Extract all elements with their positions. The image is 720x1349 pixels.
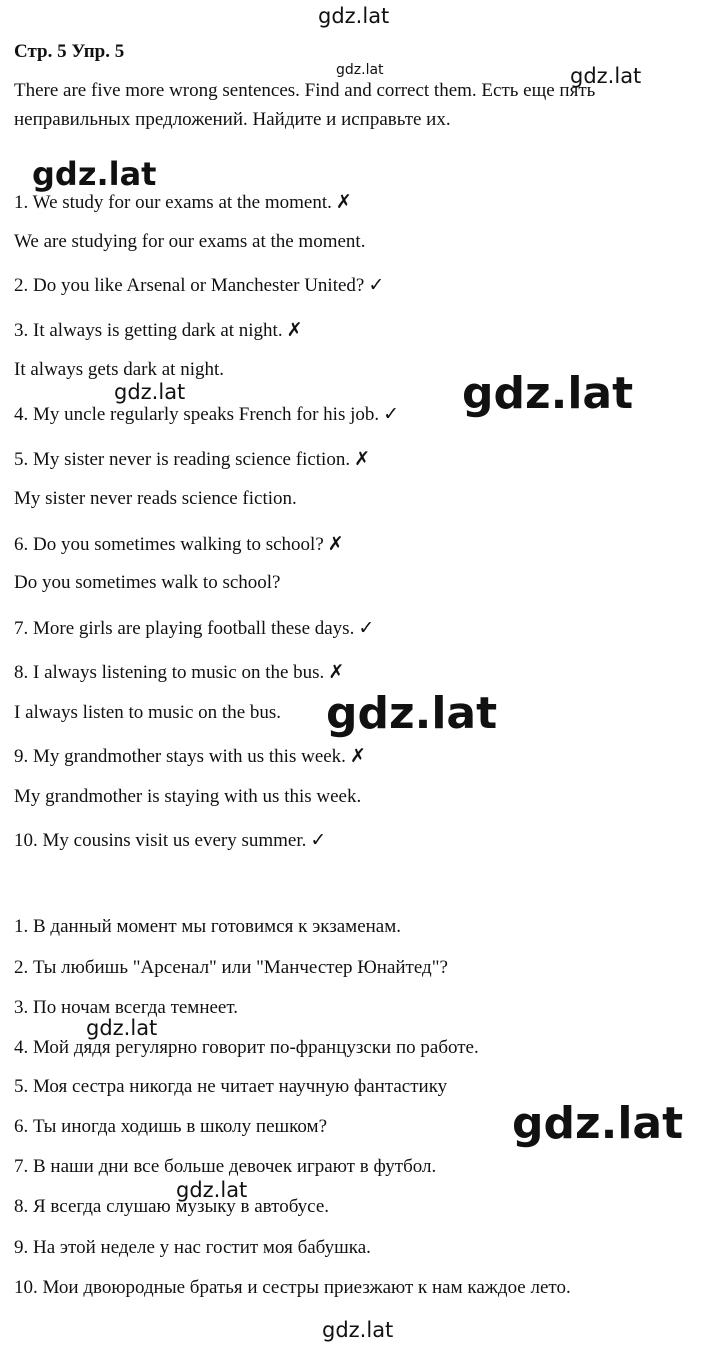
page-title: Стр. 5 Упр. 5 [14, 41, 125, 62]
check-icon: ✓ [383, 403, 400, 425]
watermark: gdz.lat [326, 688, 498, 739]
sentence-3: 3. It always is getting dark at night. ✗ [14, 319, 303, 341]
correction-6: Do you sometimes walk to school? [14, 572, 281, 593]
watermark: gdz.lat [462, 368, 634, 419]
translation-9: 9. На этой неделе у нас гостит моя бабушка. [14, 1237, 371, 1258]
cross-icon: ✗ [349, 745, 366, 767]
cross-icon: ✗ [354, 448, 371, 470]
check-icon: ✓ [368, 274, 385, 296]
watermark: gdz.lat [318, 4, 390, 28]
sentence-9: 9. My grandmother stays with us this week. ✗ [14, 745, 366, 767]
correction-3: It always gets dark at night. [14, 359, 225, 380]
correction-8: I always listen to music on the bus. [14, 702, 282, 723]
watermark: gdz.lat [336, 62, 384, 78]
sentence-10: 10. My cousins visit us every summer. ✓ [14, 829, 327, 851]
watermark: gdz.lat [322, 1318, 394, 1342]
correction-5: My sister never reads science fiction. [14, 488, 297, 509]
sentence-2: 2. Do you like Arsenal or Manchester United? ✓ [14, 274, 385, 296]
check-icon: ✓ [310, 829, 327, 851]
check-icon: ✓ [358, 617, 375, 639]
sentence-6: 6. Do you sometimes walking to school? ✗ [14, 533, 344, 555]
translation-2: 2. Ты любишь "Арсенал" или "Манчестер Юнайтед"? [14, 957, 448, 978]
cross-icon: ✗ [327, 533, 344, 555]
translation-5: 5. Моя сестра никогда не читает научную фантастику [14, 1076, 448, 1097]
task-text-line2: неправильных предложений. Найдите и исправьте их. [14, 109, 451, 130]
cross-icon: ✗ [328, 661, 345, 683]
translation-1: 1. В данный момент мы готовимся к экзаменам. [14, 916, 402, 937]
task-text-line1: There are five more wrong sentences. Find and correct them. Есть еще пять [14, 80, 596, 101]
cross-icon: ✗ [335, 191, 352, 213]
watermark: gdz.lat [114, 380, 186, 404]
watermark: gdz.lat [32, 155, 157, 193]
sentence-7: 7. More girls are playing football these days. ✓ [14, 617, 375, 639]
watermark: gdz.lat [86, 1016, 158, 1040]
translation-7: 7. В наши дни все больше девочек играют в футбол. [14, 1156, 437, 1177]
cross-icon: ✗ [286, 319, 303, 341]
translation-8: 8. Я всегда слушаю музыку в автобусе. [14, 1196, 330, 1217]
sentence-5: 5. My sister never is reading science fiction. ✗ [14, 448, 371, 470]
translation-6: 6. Ты иногда ходишь в школу пешком? [14, 1116, 328, 1137]
sentence-4: 4. My uncle regularly speaks French for his job. ✓ [14, 403, 400, 425]
watermark: gdz.lat [512, 1098, 684, 1149]
correction-9: My grandmother is staying with us this week. [14, 786, 362, 807]
correction-1: We are studying for our exams at the moment. [14, 231, 366, 252]
sentence-8: 8. I always listening to music on the bus. ✗ [14, 661, 345, 683]
watermark: gdz.lat [570, 64, 642, 88]
sentence-1: 1. We study for our exams at the moment. ✗ [14, 191, 352, 213]
watermark: gdz.lat [176, 1178, 248, 1202]
translation-10: 10. Мои двоюродные братья и сестры приезжают к нам каждое лето. [14, 1277, 571, 1298]
translation-3: 3. По ночам всегда темнеет. [14, 997, 238, 1018]
translation-4: 4. Мой дядя регулярно говорит по-французски по работе. [14, 1037, 479, 1058]
